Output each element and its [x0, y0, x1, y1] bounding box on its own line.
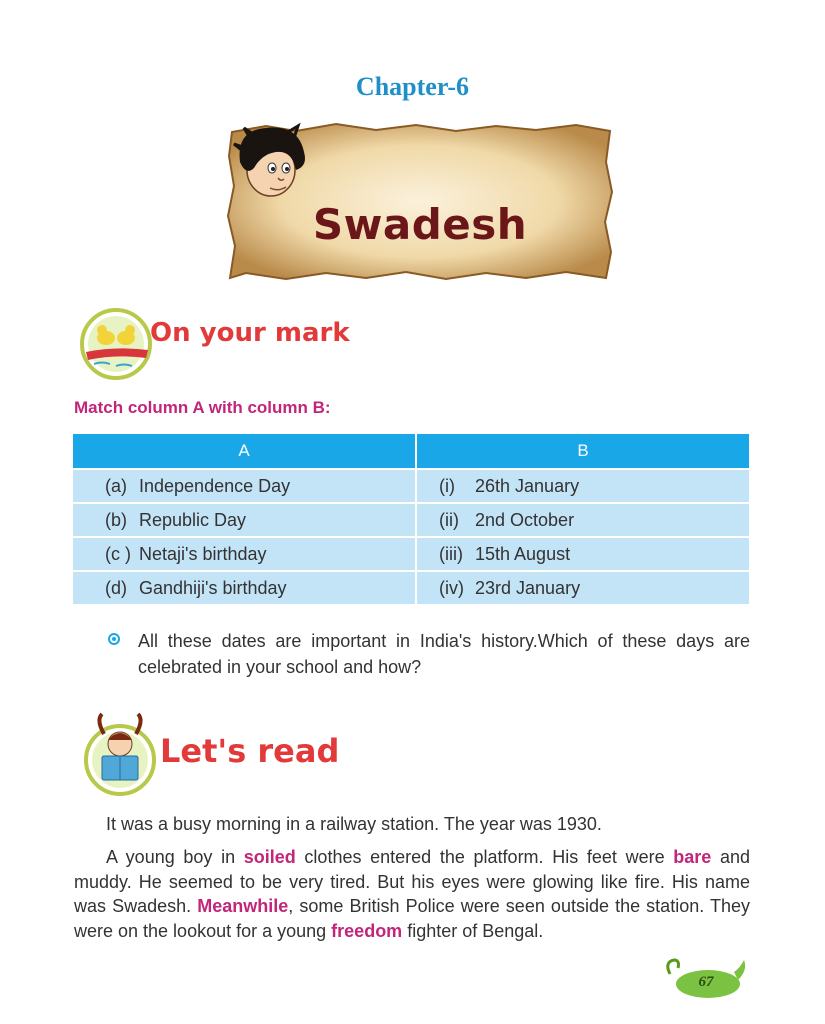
story-fragment: , some British Police were seen outside the station. They were on the lookout for a young [74, 896, 750, 941]
row-text: Netaji's birthday [139, 543, 267, 564]
story-fragment: A young boy in [106, 847, 244, 867]
reading-girl-icon [78, 712, 162, 798]
row-text: 2nd October [475, 509, 575, 530]
highlighted-word: Meanwhile [197, 896, 289, 916]
row-text: Gandhiji's birthday [139, 577, 287, 598]
story-paragraph [74, 845, 750, 943]
story-fragment: clothes entered the platform. His feet were [295, 847, 674, 867]
row-key: (ii) [439, 509, 459, 530]
row-text: 26th January [475, 475, 580, 496]
row-text: 15th August [475, 543, 571, 564]
page-number: 67 [698, 974, 714, 990]
row-key: (iii) [439, 543, 463, 564]
table-row [73, 537, 750, 571]
story-fragment: and muddy. He seemed to be very tired. But his eyes were glowing like fire. His name was Swadesh. [74, 847, 750, 916]
row-text: Republic Day [139, 509, 247, 530]
row-key: (iv) [439, 577, 464, 598]
row-text: Independence Day [139, 475, 291, 496]
story-text [74, 812, 750, 837]
boy-face-icon [226, 122, 316, 202]
instruction-text: Match column A with column B: [74, 398, 331, 417]
chapter-heading: Chapter-6 [355, 72, 470, 101]
story-paragraph: It was a busy morning in a railway station. The year was 1930. [106, 814, 602, 834]
match-table [73, 434, 751, 604]
row-key: (b) [105, 509, 127, 530]
table-header-row [73, 434, 750, 469]
question-text: All these dates are important in India's history.Which of these days are celebrated in your school and how? [138, 631, 750, 677]
story-text [74, 845, 750, 943]
row-key: (a) [105, 475, 127, 496]
section-title-on-your-mark: On your mark [150, 318, 350, 348]
column-b-header: B [416, 434, 750, 469]
table-row [73, 503, 750, 537]
ducks-icon [76, 306, 156, 380]
page-number-badge [660, 956, 752, 1002]
bullet-icon [108, 633, 120, 645]
chapter-title: Swadesh [312, 200, 528, 249]
row-text: 23rd January [475, 577, 581, 598]
highlighted-word: freedom [331, 920, 403, 941]
story-fragment: fighter of Bengal. [402, 920, 544, 941]
discussion-question [108, 628, 750, 680]
section-title-lets-read: Let's read [160, 732, 340, 770]
row-key: (d) [105, 577, 127, 598]
title-banner [226, 122, 614, 280]
table-row [73, 571, 750, 604]
highlighted-word: soiled [243, 847, 296, 867]
table-row [73, 469, 750, 503]
row-key: (c ) [105, 543, 131, 564]
column-a-header: A [73, 434, 416, 469]
highlighted-word: bare [673, 847, 712, 867]
row-key: (i) [439, 475, 455, 496]
